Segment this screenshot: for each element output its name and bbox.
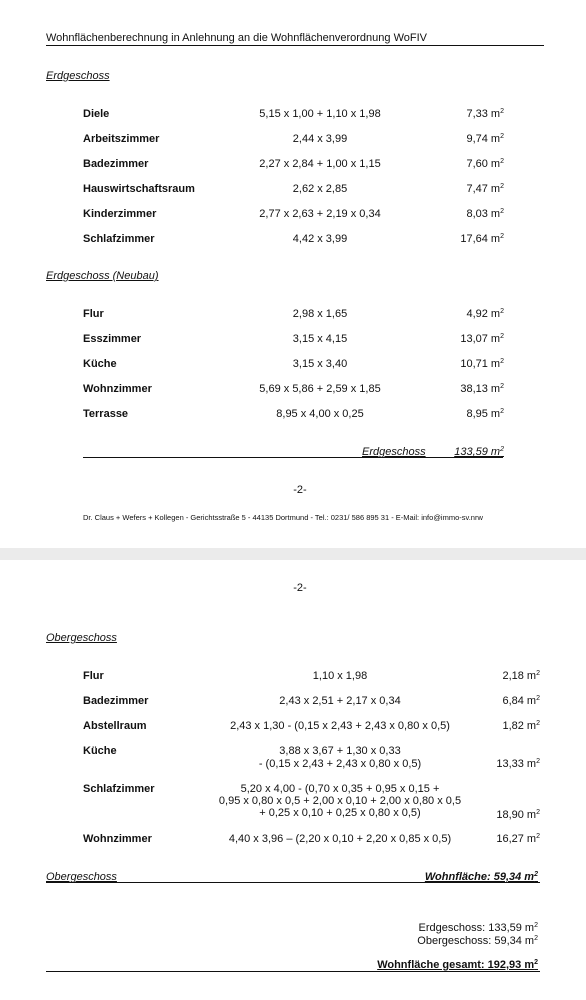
section-title-erdgeschoss-neubau: Erdgeschoss (Neubau): [46, 270, 159, 282]
footer-company: Dr. Claus + Wefers + Kollegen: [83, 513, 184, 522]
room-name: Flur: [83, 670, 104, 682]
room-formula: 2,44 x 3,99: [292, 133, 348, 145]
summary-obergeschoss: Obergeschoss: 59,34 $m^2$: [417, 935, 538, 947]
room-area: 13,07 $m^2$: [460, 333, 504, 345]
room-formula-line-2: 0,95 x 0,80 x 0,5 + 2,00 x 0,10 + 2,00 x 0,80 x 0,5: [218, 795, 462, 807]
room-formula: 3,88 x 3,67 + 1,30 x 0,33: [279, 745, 401, 757]
summary-erdgeschoss: Erdgeschoss: 133,59 $m^2$: [418, 922, 538, 934]
room-name: Badezimmer: [83, 695, 149, 707]
room-name: Wohnzimmer: [83, 383, 152, 395]
room-formula: 2,43 x 2,51 + 2,17 x 0,34: [279, 695, 401, 707]
room-area: 18,90 $m^2$: [496, 809, 540, 821]
room-name: Diele: [83, 108, 110, 120]
room-formula: 5,69 x 5,86 + 2,59 x 1,85: [259, 383, 381, 395]
page-number: -2-: [293, 484, 307, 496]
total-value-obergeschoss: Wohnfläche: 59,34 $m^2$: [424, 871, 538, 883]
room-name: Badezimmer: [83, 158, 149, 170]
room-area: 10,71 $m^2$: [460, 358, 504, 370]
total-value-erdgeschoss: 133,59 $m^2$: [454, 446, 504, 458]
page-number: -2-: [293, 582, 307, 594]
room-area: 17,64 $m^2$: [460, 233, 504, 245]
document-header: Wohnflächenberechnung in Anlehnung an die Wohnflächenverordnung WoFIV: [46, 32, 427, 44]
room-formula: 3,15 x 3,40: [292, 358, 348, 370]
room-name: Kinderzimmer: [83, 208, 157, 220]
room-name: Arbeitszimmer: [83, 133, 160, 145]
room-name: Schlafzimmer: [83, 783, 155, 795]
room-formula: 4,40 x 3,96 – (2,20 x 0,10 + 2,20 x 0,85 x 0,5): [228, 833, 452, 845]
room-name: Esszimmer: [83, 333, 142, 345]
room-area: 16,27 $m^2$: [496, 833, 540, 845]
room-name: Schlafzimmer: [83, 233, 155, 245]
footer-contact: - Gerichtsstraße 5 - 44135 Dortmund - Tel.: 0231/ 586 895 31 - E-Mail: info@immo-sv.nrw: [183, 513, 483, 522]
room-formula: 4,42 x 3,99: [292, 233, 348, 245]
room-area: 7,33 $m^2$: [466, 108, 504, 120]
room-formula-line-3: + 0,25 x 0,10 + 0,25 x 0,80 x 0,5): [259, 807, 421, 819]
room-formula: 8,95 x 4,00 x 0,25: [276, 408, 364, 420]
final-rule: [46, 971, 540, 972]
room-name: Terrasse: [83, 408, 129, 420]
room-formula: 1,10 x 1,98: [312, 670, 368, 682]
header-rule: [46, 45, 544, 46]
room-formula: 2,43 x 1,30 - (0,15 x 2,43 + 2,43 x 0,80 x 0,5): [230, 720, 450, 732]
document-footer: [83, 513, 483, 522]
room-area: 7,60 $m^2$: [466, 158, 504, 170]
room-formula: 3,15 x 4,15: [292, 333, 348, 345]
room-area: 8,03 $m^2$: [466, 208, 504, 220]
room-name: Flur: [83, 308, 104, 320]
section-title-obergeschoss: Obergeschoss: [46, 632, 117, 644]
room-area: 6,84 $m^2$: [502, 695, 540, 707]
room-formula: 5,20 x 4,00 - (0,70 x 0,35 + 0,95 x 0,15 +: [240, 783, 440, 795]
room-area: 7,47 $m^2$: [466, 183, 504, 195]
room-area: 13,33 $m^2$: [496, 758, 540, 770]
room-area: 1,82 $m^2$: [502, 720, 540, 732]
room-formula-line-2: - (0,15 x 2,43 + 2,43 x 0,80 x 0,5): [258, 758, 422, 770]
total-label-erdgeschoss: Erdgeschoss: [362, 446, 426, 458]
room-formula: 2,77 x 2,63 + 2,19 x 0,34: [259, 208, 381, 220]
total-label-obergeschoss: Obergeschoss: [46, 871, 117, 883]
room-area: 2,18 $m^2$: [502, 670, 540, 682]
room-name: Küche: [83, 745, 117, 757]
total-living-area: Wohnfläche gesamt: 192,93 $m^2$: [377, 959, 538, 971]
room-name: Abstellraum: [83, 720, 147, 732]
room-formula: 5,15 x 1,00 + 1,10 x 1,98: [259, 108, 381, 120]
section-title-erdgeschoss: Erdgeschoss: [46, 70, 110, 82]
room-area: 38,13 $m^2$: [460, 383, 504, 395]
room-area: 4,92 $m^2$: [466, 308, 504, 320]
room-name: Hauswirtschaftsraum: [83, 183, 195, 195]
room-area: 8,95 $m^2$: [466, 408, 504, 420]
room-name: Küche: [83, 358, 117, 370]
room-area: 9,74 $m^2$: [466, 133, 504, 145]
document-page-2: [0, 560, 586, 1000]
room-formula: 2,62 x 2,85: [292, 183, 348, 195]
room-name: Wohnzimmer: [83, 833, 152, 845]
room-formula: 2,27 x 2,84 + 1,00 x 1,15: [259, 158, 381, 170]
room-formula: 2,98 x 1,65: [292, 308, 348, 320]
